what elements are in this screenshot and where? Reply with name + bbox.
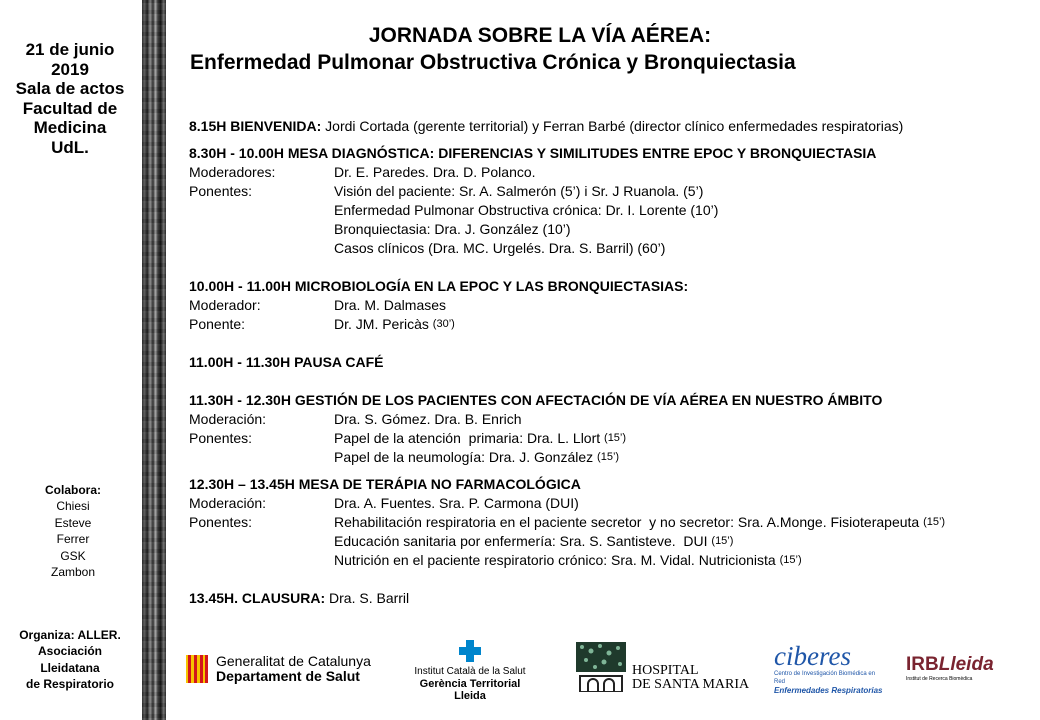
moderators-text: Dr. E. Paredes. Dra. D. Polanco. [334,164,536,180]
session-4-head: 12.30H – 13.45H MESA DE TERÁPIA NO FARMACOLÓGICA [189,476,581,492]
collaborator-item: Chiesi [56,499,90,514]
session-4-speaker [189,513,1034,532]
collaborator-item: Esteve [54,515,92,530]
speaker-item: Educación sanitaria por enfermería: Sra. S. Santisteve. DUI [334,533,712,549]
irb-sub: Institut de Recerca Biomèdica [906,676,973,682]
duration: (30’) [432,318,455,330]
collaborator-item: GSK [60,548,86,563]
gencat-flag-icon [186,655,208,683]
duration: (15’) [597,451,620,463]
session-1-speaker [189,182,1034,201]
irb-word-b: Lleida [938,654,994,675]
session-1-moderators [189,163,1034,182]
collaborator-item: Ferrer [56,532,90,547]
event-year: 2019 [51,59,89,79]
welcome-text: Jordi Cortada (gerente territorial) y Ferran Barbé (director clínico enfermedades respiratorias) [321,118,904,134]
organizer-line: de Respiratorio [25,677,115,692]
ics-line2: Gerència Territorial Lleida [419,678,521,702]
sponsor-logos [180,640,1030,700]
duration: (15’) [711,535,734,547]
gencat-logo [186,654,371,684]
session-1-speaker [189,239,1034,258]
ics-line1: Institut Català de la Salut [414,666,526,677]
organizer-line: Asociación [37,644,103,659]
session-3-speaker [189,429,1034,448]
speaker-item: Dr. JM. Pericàs [334,316,433,332]
hsm-line1: HOSPITAL [632,663,699,678]
collaborators [0,482,146,580]
hospital-santa-maria-logo [576,642,749,692]
closing-head: 13.45H. CLAUSURA: [189,590,326,606]
session-4-moderation [189,494,1034,513]
irb-word-a: IRB [906,654,939,675]
page-subtitle: Enfermedad Pulmonar Obstructiva Crónica y Bronquiectasia [190,51,796,74]
organizer-line: Lleidatana [40,660,100,675]
moderation-text: Dra. S. Gómez. Dra. B. Enrich [334,411,522,427]
session-2-speaker [189,315,1034,334]
moderator-text: Dra. M. Dalmases [334,297,447,313]
speakers-label: Ponentes: [189,430,253,446]
event-venue-line: UdL. [51,137,89,157]
gencat-line1: Generalitat de Catalunya [216,653,371,669]
page-title: JORNADA SOBRE LA VÍA AÉREA: [368,24,712,47]
ciberes-sub2: Enfermedades Respiratorias [774,686,883,695]
organizer-line: Organiza: ALLER. [19,628,121,642]
speaker-item: Enfermedad Pulmonar Obstructiva crónica: Dr. I. Lorente (10’) [334,202,719,218]
ics-cross-icon [455,640,485,662]
speakers-label: Ponentes: [189,514,253,530]
session-3-speaker [189,448,1034,467]
event-info [0,40,140,157]
ciberes-wordmark: ciberes [774,641,851,671]
event-venue-line: Sala de actos [15,79,125,98]
duration: (15’) [923,516,946,528]
welcome-row [189,117,1034,136]
speaker-item: Casos clínicos (Dra. MC. Urgelés. Dra. S. Barril) (60’) [334,240,666,256]
session-2-head: 10.00H - 11.00H MICROBIOLOGÍA EN LA EPOC Y LAS BRONQUIECTASIAS: [189,278,689,294]
closing-text: Dra. S. Barril [325,590,410,606]
collaborators-title: Colabora: [44,483,101,497]
collaborator-item: Zambon [50,565,96,580]
moderator-label: Moderador: [189,297,261,313]
closing-row [189,589,1034,608]
session-1-speaker [189,201,1034,220]
session-4-speaker [189,551,1034,570]
gencat-line2: Departament de Salut [216,668,360,684]
hospital-building-icon [576,642,626,692]
moderation-text: Dra. A. Fuentes. Sra. P. Carmona (DUI) [334,495,579,511]
moderation-label: Moderación: [189,495,267,511]
speaker-item: Papel de la neumología: Dra. J. González [334,449,598,465]
coffee-break: 11.00H - 11.30H PAUSA CAFÉ [189,354,384,370]
speaker-item: Rehabilitación respiratoria en el paciente secretor y no secretor: Sra. A.Monge. Fisioterapeuta [334,514,924,530]
moderation-label: Moderación: [189,411,267,427]
speaker-item: Bronquiectasia: Dra. J. González (10’) [334,221,571,237]
speaker-item: Visión del paciente: Sr. A. Salmerón (5’) i Sr. J Ruanola. (5’) [334,183,704,199]
irb-lleida-logo [906,640,996,683]
welcome-head: 8.15H BIENVENIDA: [189,118,322,134]
duration: (15’) [604,432,627,444]
irb-wordmark [906,654,996,676]
session-3-moderation [189,410,1034,429]
ciberes-logo [774,642,884,696]
speaker-label: Ponente: [189,316,246,332]
event-venue-line: Facultad de [22,98,118,118]
session-3-head: 11.30H - 12.30H GESTIÓN DE LOS PACIENTES CON AFECTACIÓN DE VÍA AÉREA EN NUESTRO ÁMBITO [189,392,883,408]
event-date: 21 de junio [25,40,115,59]
session-1-head: 8.30H - 10.00H MESA DIAGNÓSTICA: DIFERENCIAS Y SIMILITUDES ENTRE EPOC Y BRONQUIECTASIA [189,145,877,161]
session-2-moderator [189,296,1034,315]
hsm-line2: DE SANTA MARIA [632,677,750,692]
organizer [0,627,140,693]
speaker-item: Nutrición en el paciente respiratorio crónico: Sra. M. Vidal. Nutricionista [334,552,780,568]
ciberes-sub: Centro de Investigación Biomédica en Red [774,671,876,685]
session-4-speaker [189,532,1034,551]
speakers-label: Ponentes: [189,183,253,199]
decorative-strip [142,0,166,720]
session-1-speaker [189,220,1034,239]
moderators-label: Moderadores: [189,164,276,180]
program [189,117,1034,608]
duration: (15’) [779,554,802,566]
speaker-item: Papel de la atención primaria: Dra. L. Llort [334,430,605,446]
event-venue-line: Medicina [33,118,107,137]
ics-logo [410,640,530,702]
